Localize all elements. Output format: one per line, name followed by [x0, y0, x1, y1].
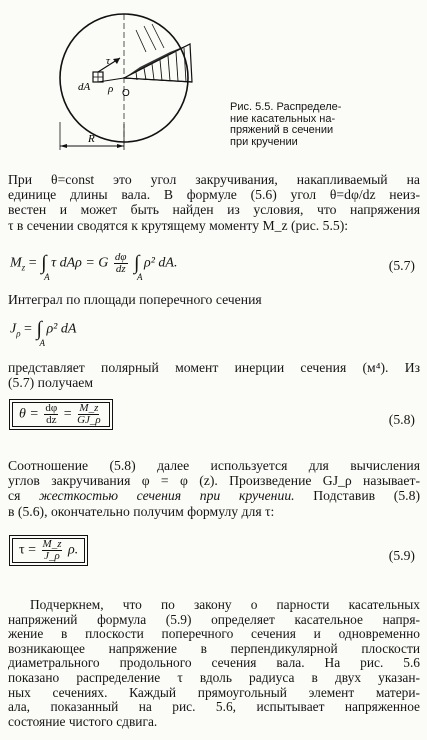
- eq57-int-sub-2: A: [137, 272, 143, 282]
- text-line: вестен и может быть найден из условия, что напряжения: [8, 202, 420, 218]
- eq57-mid2: ρ² dA.: [144, 255, 178, 271]
- eq57-int-sub: A: [44, 272, 50, 282]
- text-line: единице длины вала. В формуле (5.6) угол θ=dφ/dz неиз-: [8, 187, 420, 203]
- eq57-mid1: τ dAρ = G: [51, 255, 109, 271]
- eq-number-5-8: (5.8): [388, 412, 415, 427]
- equation-5-7: $M_z$ = ∫ A τ dAρ = G $\frac{d\varphi}{dz}$ ∫ A ρ² dA.: [10, 251, 178, 282]
- text-line: Подчеркнем, что по закону о парности касательных: [30, 597, 420, 612]
- eq-number-5-9: (5.9): [388, 548, 415, 563]
- paragraph-1: [8, 172, 420, 233]
- polar-rhs: ρ² dA: [46, 321, 77, 337]
- label-R: R: [88, 133, 95, 145]
- polar-int-sub: A: [39, 338, 45, 348]
- caption-line: Рис. 5.5. Распределе-: [230, 101, 342, 113]
- eq-number-5-7: (5.7): [388, 258, 415, 273]
- text-line: τ в сечении сводятся к крутящему моменту M_z (рис. 5.5):: [8, 217, 349, 233]
- eq58-frac2: $\frac{M\_z}{GJ\_\rho}$: [77, 402, 101, 426]
- text-line: При θ=const это угол закручивания, накапливаемый на: [8, 172, 420, 187]
- paragraph-2: [8, 360, 420, 390]
- text-line: показано распределение τ вдоль радиуса в двух указан-: [8, 669, 420, 685]
- polar-lhs-sub: ρ: [16, 328, 21, 339]
- text-line: в (5.6), окончательно получим формулу для τ:: [8, 503, 275, 519]
- figure-caption: [230, 102, 380, 148]
- eq58-lhs: θ =: [19, 406, 39, 422]
- text-line: ала, показанный на рис. 5.6, испытывает напряженное: [8, 699, 420, 715]
- eq59-rhs: ρ.: [67, 542, 79, 558]
- eq57-lhs: M: [10, 255, 22, 271]
- label-rho: ρ: [108, 83, 114, 95]
- text-line: жение в плоскости поперечного сечения и одновременно: [8, 626, 420, 642]
- text-line: представляет полярный момент инерции сечения (м⁴). Из: [8, 360, 420, 375]
- paragraph-integral: [8, 292, 420, 307]
- text-line: Интеграл по площади поперечного сечения: [8, 292, 262, 307]
- label-dA: dA: [78, 81, 91, 93]
- caption-line: пряжений в сечении: [230, 124, 334, 136]
- text-line: напряжений формула (5.9) определяет касательное напря-: [8, 611, 420, 627]
- stress-hatching: [136, 48, 186, 82]
- polar-lhs: J: [10, 321, 17, 337]
- caption-line: при кручении: [230, 135, 298, 148]
- figure-5-5: [40, 4, 230, 154]
- text-line: (5.7) получаем: [8, 375, 94, 391]
- label-tau: τ: [106, 55, 110, 67]
- eq57-frac: $\frac{d\varphi}{dz}$: [114, 251, 127, 275]
- eq58-frac1: $\frac{d\varphi}{dz}$: [45, 402, 58, 426]
- eq59-frac: $\frac{M\_z}{J\_\rho}$: [42, 538, 62, 562]
- text-line: углов закручивания φ = φ (z). Произведение GJ_ρ называет-: [8, 473, 420, 489]
- text-line: ся жесткостью сечения при кручении. Подставив (5.8): [8, 488, 421, 504]
- text-line: состояние чистого сдвига.: [8, 713, 158, 729]
- paragraph-3: [8, 458, 420, 519]
- text-line: Соотношение (5.8) далее используется для вычисления: [8, 458, 420, 473]
- text-line: ных сечениях. Каждый прямоугольный элемент матери-: [8, 684, 420, 700]
- paragraph-4: [8, 598, 420, 729]
- label-O: O: [122, 88, 130, 99]
- equation-5-8: θ = $\frac{d\varphi}{dz}$ = $\frac{M\_z}{GJ\_\rho}$: [12, 402, 110, 427]
- equation-5-9: [12, 538, 85, 563]
- caption-line: ние касательных на-: [230, 112, 336, 125]
- eq57-lhs-sub: z: [21, 262, 26, 273]
- text-line: диаметрального продольного сечения вала. На рис. 5.6: [8, 655, 420, 671]
- text-line: возникающее напряжение в перпендикулярной плоскости: [8, 640, 420, 656]
- eq59-lhs: τ =: [19, 542, 37, 558]
- equation-polar-moment: $J_\rho$ = ∫ A ρ² dA: [10, 318, 77, 348]
